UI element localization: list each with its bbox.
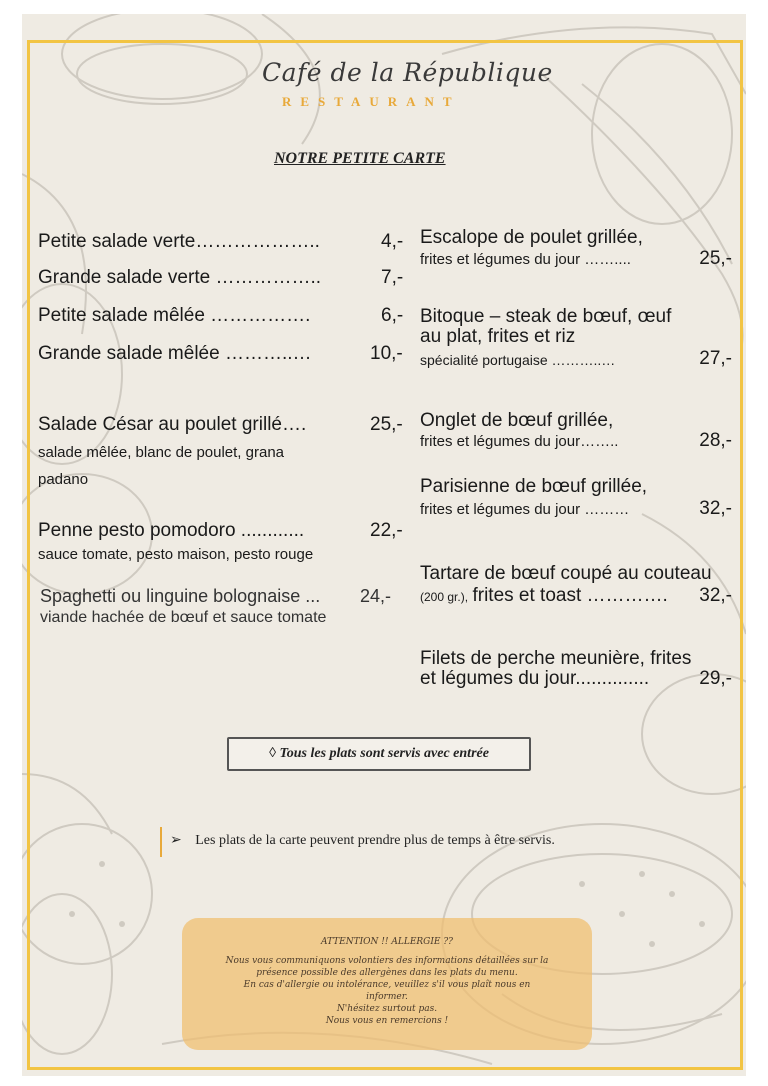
- menu-page: [22, 14, 746, 1076]
- menu-item-name: Bitoque – steak de bœuf, œuf: [420, 306, 672, 327]
- menu-item: [38, 520, 403, 542]
- menu-item-price: 25,-: [370, 414, 403, 435]
- menu-item: [420, 668, 738, 690]
- menu-item: [38, 305, 404, 327]
- restaurant-logo-subtitle: RESTAURANT: [282, 94, 461, 109]
- notice-box: [227, 737, 531, 771]
- menu-item-description: frites et légumes du jour ……....: [420, 251, 631, 268]
- menu-item-description: et légumes du jour..............: [420, 668, 650, 689]
- menu-item-price: 4,-: [381, 231, 404, 252]
- notice-text: ◊ Tous les plats sont servis avec entrée: [269, 746, 489, 761]
- restaurant-logo-name: Café de la République: [262, 58, 553, 87]
- menu-item-price: 6,-: [381, 305, 404, 326]
- allergy-line: informer.: [366, 992, 408, 1002]
- menu-item-price: 25,-: [699, 248, 732, 269]
- menu-item-name: Grande salade verte ……………..: [38, 267, 321, 288]
- menu-item-price: 29,-: [699, 668, 732, 689]
- menu-item-name: Penne pesto pomodoro ............: [38, 520, 305, 541]
- menu-item-description: frites et légumes du jour……..: [420, 433, 619, 450]
- menu-item: [38, 267, 404, 289]
- arrow-bullet-icon: ➢: [170, 833, 182, 848]
- allergy-heading: ATTENTION !! ALLERGIE ??: [320, 937, 454, 947]
- menu-item: [420, 500, 738, 520]
- service-time-text: Les plats de la carte peuvent prendre plus de temps à être servis.: [195, 833, 555, 848]
- menu-item-price: 7,-: [381, 267, 404, 288]
- menu-item-description: viande hachée de bœuf et sauce tomate: [40, 609, 327, 626]
- menu-item-name: Escalope de poulet grillée,: [420, 227, 643, 248]
- menu-item-name: Tartare de bœuf coupé au couteau: [420, 563, 712, 584]
- menu-item-name: Salade César au poulet grillé….: [38, 414, 307, 435]
- menu-item-price: 32,-: [699, 585, 732, 606]
- menu-item: [420, 350, 738, 370]
- menu-item-price: 27,-: [699, 348, 732, 369]
- menu-item-description: frites et toast ………….: [472, 585, 668, 606]
- menu-item: [420, 250, 738, 270]
- menu-item-name: Petite salade verte………………..: [38, 231, 320, 252]
- menu-item-name: Parisienne de bœuf grillée,: [420, 476, 648, 497]
- allergy-line: présence possible des allergènes dans les plats du menu.: [256, 968, 518, 978]
- allergy-notice: [182, 918, 592, 1050]
- service-time-note: [160, 832, 555, 849]
- menu-item-name: Grande salade mêlée ………..…: [38, 343, 312, 364]
- menu-item-description: padano: [38, 471, 89, 488]
- menu-item-price: 28,-: [699, 430, 732, 451]
- menu-title: NOTRE PETITE CARTE: [274, 150, 446, 167]
- menu-item: [38, 231, 404, 253]
- menu-item-weight: (200 gr.),: [420, 590, 469, 604]
- menu-item-description: salade mêlée, blanc de poulet, grana: [38, 444, 285, 461]
- menu-item-price: 22,-: [370, 520, 403, 541]
- menu-item-name: Onglet de bœuf grillée,: [420, 410, 614, 431]
- menu-item: [38, 343, 403, 365]
- allergy-line: Nous vous communiquons volontiers des informations détaillées sur la: [225, 956, 549, 966]
- menu-item-name: Petite salade mêlée …………….: [38, 305, 311, 326]
- menu-item-description: spécialité portugaise ………..…: [420, 352, 616, 368]
- allergy-line: N'hésitez surtout pas.: [336, 1004, 438, 1014]
- allergy-line: Nous vous en remercions !: [325, 1016, 449, 1026]
- menu-item-name: Spaghetti ou linguine bolognaise ...: [40, 586, 321, 606]
- menu-item-price: 24,-: [360, 586, 392, 606]
- menu-item: [40, 585, 392, 607]
- menu-item: [420, 585, 738, 607]
- menu-item: [420, 432, 738, 452]
- menu-item-description: sauce tomate, pesto maison, pesto rouge: [38, 546, 314, 563]
- allergy-line: En cas d'allergie ou intolérance, veuillez s'il vous plaît nous en: [243, 980, 531, 990]
- menu-item-name: Filets de perche meunière, frites: [420, 648, 692, 669]
- menu-item-name-cont: au plat, frites et riz: [420, 326, 576, 347]
- menu-item-price: 32,-: [699, 498, 732, 519]
- menu-item-description: frites et légumes du jour ………: [420, 501, 630, 518]
- menu-item-price: 10,-: [370, 343, 403, 364]
- menu-item: [38, 414, 403, 436]
